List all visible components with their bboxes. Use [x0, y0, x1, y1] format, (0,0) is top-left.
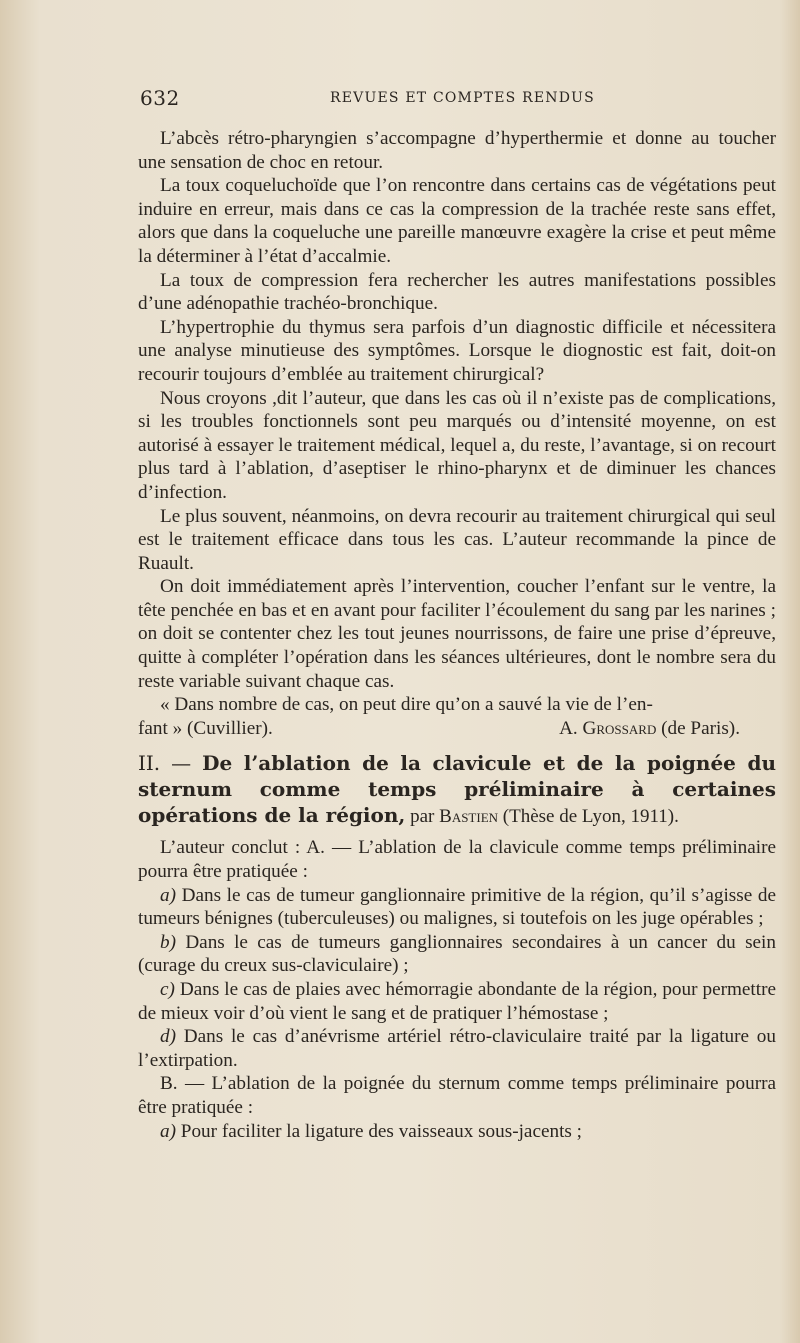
conclusions-intro: L’auteur conclut : A. — L’ablation de la clavicule comme temps préliminaire pourra être pratiquée :	[138, 837, 776, 883]
section-source: (Thèse de Lyon, 1911).	[498, 806, 679, 828]
item-text: Dans le cas de tumeurs ganglionnaires secondaires à un cancer du sein (curage du creux sus-claviculaire) ;	[138, 931, 776, 977]
item-text: Dans le cas de plaies avec hémorragie abondante de la région, pour permettre de mieux voir d’où vient le sang et de pratiquer l’hémostase ;	[138, 979, 776, 1024]
section-by: par	[405, 806, 440, 828]
running-head	[140, 86, 780, 110]
item-text: Dans le cas de tumeur ganglionnaire primitive de la région, qu’il s’agisse de tumeurs bénignes (tuberculeuses) ou malignes, si toutefois on les juge opérables ;	[138, 884, 776, 930]
quote-signature-line	[138, 717, 776, 741]
signature-initial: A.	[559, 717, 583, 739]
item-marker: a)	[160, 884, 176, 906]
page-number: 632	[140, 86, 180, 110]
paragraph: La toux coqueluchoïde que l’on rencontre dans certains cas de végétations peut induire en erreur, mais dans ce cas la compression de la trachée reste sans effet, alors que dans la coqueluche une pareille manœuvre exagère la crise et peut même la déterminer à l’état d’accalmie.	[138, 175, 776, 267]
item-marker: c)	[160, 979, 175, 1000]
paragraph: L’abcès rétro-pharyngien s’accompagne d’hyperthermie et donne au toucher une sensation de choc en retour.	[138, 128, 776, 173]
section-author: Bastien	[439, 806, 499, 828]
conclusions-intro-b: B. — L’ablation de la poignée du sternum comme temps préliminaire pourra être pratiquée :	[138, 1073, 776, 1118]
paragraph: Nous croyons ,dit l’auteur, que dans les cas où il n’existe pas de complications, si les troubles fonctionnels sont peu marqués ou d’intensité moyenne, on est autorisé à essayer le traitement médical, lequel a, du reste, l’avantage, si on recourt plus tard à l’ablation, d’aseptiser le rhino-pharynx et de diminuer les chances d’infection.	[138, 387, 776, 503]
item-text: Dans le cas d’anévrisme artériel rétro-claviculaire traité par la ligature ou l’extirpation.	[138, 1026, 776, 1071]
conclusion-item	[138, 978, 776, 1025]
conclusion-item	[138, 1120, 776, 1144]
item-marker: d)	[160, 1026, 176, 1048]
paragraph: On doit immédiatement après l’intervention, coucher l’enfant sur le ventre, la tête penchée en bas et en avant pour faciliter l’écoulement du sang par les narines ; on doit se contenter chez les tout jeunes nourrissons, de faire une prise d’épreuve, quitte à compléter l’opération dans les séances ultérieures, dont le nombre sera du reste variable suivant chaque cas.	[138, 576, 776, 692]
signature-place: (de Paris).	[656, 717, 740, 739]
signature-name: Grossard	[582, 717, 657, 739]
quote-line: « Dans nombre de cas, on peut dire qu’on a sauvé la vie de l’en-	[160, 694, 653, 716]
section-title: De l’ablation de la clavicule et de la poignée du sternum comme temps préliminaire à certaines opérations de la région,	[138, 751, 776, 828]
conclusion-item	[138, 1025, 776, 1072]
item-marker: a)	[160, 1120, 176, 1142]
conclusion-item	[138, 931, 776, 978]
paragraph: La toux de compression fera rechercher les autres manifestations possibles d’une adénopathie trachéo-bronchique.	[138, 269, 776, 315]
section-heading	[138, 750, 776, 830]
running-title: REVUES ET COMPTES RENDUS	[330, 90, 595, 106]
quote-line-end: fant » (Cuvillier).	[138, 717, 273, 739]
item-marker: b)	[160, 931, 176, 953]
paragraph: L’hypertrophie du thymus sera parfois d’un diagnostic difficile et nécessitera une analyse minutieuse des symptômes. Lorsque le diognostic est fait, doit-on recourir toujours d’emblée au traitement chirurgical?	[138, 316, 776, 385]
paragraph: Le plus souvent, néanmoins, on devra recourir au traitement chirurgical qui seul est le traitement efficace dans tous les cas. L’auteur recommande la pince de Ruault.	[138, 505, 776, 574]
item-text: Pour faciliter la ligature des vaisseaux sous-jacents ;	[175, 1120, 582, 1142]
conclusion-item	[138, 884, 776, 931]
body-text	[138, 127, 776, 1143]
section-number: II. —	[138, 751, 203, 776]
signature	[559, 717, 740, 741]
